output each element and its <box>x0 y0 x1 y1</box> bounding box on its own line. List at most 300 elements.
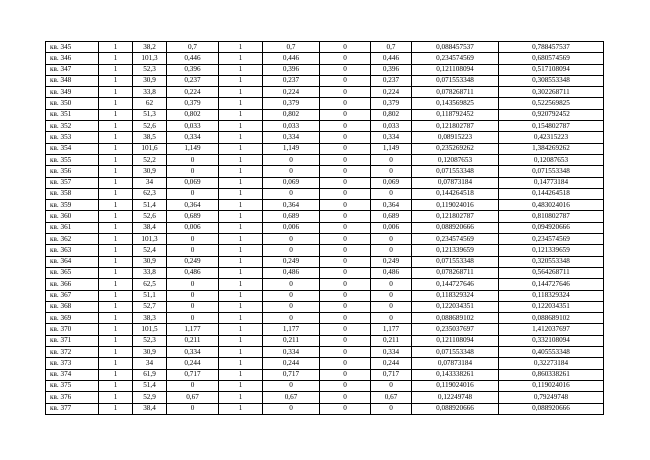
apartment-cell: кв. 369 <box>46 313 99 324</box>
share-cell: 0,121802787 <box>412 121 499 132</box>
area-cell: 30,9 <box>133 75 167 86</box>
factor-cell: 1 <box>219 290 263 301</box>
zero-cell: 0 <box>320 200 371 211</box>
share-cell: 0,088920666 <box>412 222 499 233</box>
table-row <box>46 188 604 199</box>
table-row <box>46 166 604 177</box>
share-cell: 0,088689102 <box>412 313 499 324</box>
table-row <box>46 267 604 278</box>
value-a-cell: 0 <box>167 166 219 177</box>
factor-cell: 1 <box>219 177 263 188</box>
count-cell: 1 <box>99 256 133 267</box>
value-b-cell: 0 <box>263 403 320 414</box>
factor-cell: 1 <box>219 53 263 64</box>
count-cell: 1 <box>99 121 133 132</box>
total-cell: 0,308553348 <box>499 75 604 86</box>
factor-cell: 1 <box>219 222 263 233</box>
factor-cell: 1 <box>219 347 263 358</box>
value-a-cell: 0,486 <box>167 267 219 278</box>
apartment-cell: кв. 375 <box>46 380 99 391</box>
area-cell: 101,3 <box>133 234 167 245</box>
table-row <box>46 154 604 165</box>
value-b-cell: 0,224 <box>263 87 320 98</box>
area-cell: 38,2 <box>133 42 167 53</box>
value-a-cell: 0 <box>167 234 219 245</box>
value-c-cell: 0,486 <box>371 267 412 278</box>
factor-cell: 1 <box>219 109 263 120</box>
value-b-cell: 0,7 <box>263 42 320 53</box>
factor-cell: 1 <box>219 392 263 403</box>
zero-cell: 0 <box>320 53 371 64</box>
area-cell: 52,4 <box>133 245 167 256</box>
total-cell: 0,121339659 <box>499 245 604 256</box>
count-cell: 1 <box>99 380 133 391</box>
table-row <box>46 222 604 233</box>
total-cell: 0,564268711 <box>499 267 604 278</box>
apartment-cell: кв. 353 <box>46 132 99 143</box>
count-cell: 1 <box>99 313 133 324</box>
apartment-cell: кв. 350 <box>46 98 99 109</box>
zero-cell: 0 <box>320 132 371 143</box>
value-b-cell: 0,237 <box>263 75 320 86</box>
count-cell: 1 <box>99 154 133 165</box>
total-cell: 0,088920666 <box>499 403 604 414</box>
total-cell: 0,810802787 <box>499 211 604 222</box>
area-cell: 30,9 <box>133 256 167 267</box>
value-b-cell: 0,446 <box>263 53 320 64</box>
share-cell: 0,122034351 <box>412 301 499 312</box>
share-cell: 0,235269262 <box>412 143 499 154</box>
share-cell: 0,088920666 <box>412 403 499 414</box>
zero-cell: 0 <box>320 154 371 165</box>
area-cell: 101,3 <box>133 53 167 64</box>
share-cell: 0,088457537 <box>412 42 499 53</box>
area-cell: 52,3 <box>133 335 167 346</box>
value-a-cell: 0 <box>167 403 219 414</box>
value-a-cell: 0,717 <box>167 369 219 380</box>
area-cell: 62,5 <box>133 279 167 290</box>
table-row <box>46 177 604 188</box>
value-c-cell: 0 <box>371 301 412 312</box>
factor-cell: 1 <box>219 279 263 290</box>
zero-cell: 0 <box>320 290 371 301</box>
area-cell: 52,2 <box>133 154 167 165</box>
value-b-cell: 0,364 <box>263 200 320 211</box>
area-cell: 38,4 <box>133 222 167 233</box>
count-cell: 1 <box>99 166 133 177</box>
value-a-cell: 0 <box>167 279 219 290</box>
value-c-cell: 0,717 <box>371 369 412 380</box>
count-cell: 1 <box>99 234 133 245</box>
table-row <box>46 403 604 414</box>
apartment-cell: кв. 359 <box>46 200 99 211</box>
factor-cell: 1 <box>219 380 263 391</box>
apartment-cell: кв. 360 <box>46 211 99 222</box>
value-c-cell: 0,244 <box>371 358 412 369</box>
share-cell: 0,119024016 <box>412 380 499 391</box>
count-cell: 1 <box>99 132 133 143</box>
zero-cell: 0 <box>320 347 371 358</box>
share-cell: 0,121802787 <box>412 211 499 222</box>
factor-cell: 1 <box>219 200 263 211</box>
total-cell: 0,118329324 <box>499 290 604 301</box>
apartment-cell: кв. 351 <box>46 109 99 120</box>
share-cell: 0,12249748 <box>412 392 499 403</box>
apartment-cell: кв. 374 <box>46 369 99 380</box>
factor-cell: 1 <box>219 87 263 98</box>
table-row <box>46 109 604 120</box>
table-body <box>46 42 604 415</box>
table-row <box>46 200 604 211</box>
apartment-cell: кв. 363 <box>46 245 99 256</box>
value-b-cell: 0 <box>263 380 320 391</box>
zero-cell: 0 <box>320 121 371 132</box>
value-c-cell: 0 <box>371 166 412 177</box>
area-cell: 51,4 <box>133 380 167 391</box>
zero-cell: 0 <box>320 98 371 109</box>
share-cell: 0,078268711 <box>412 87 499 98</box>
count-cell: 1 <box>99 403 133 414</box>
apartment-cell: кв. 367 <box>46 290 99 301</box>
value-b-cell: 0,211 <box>263 335 320 346</box>
value-b-cell: 0,334 <box>263 347 320 358</box>
table-row <box>46 64 604 75</box>
apartment-cell: кв. 352 <box>46 121 99 132</box>
value-c-cell: 0 <box>371 290 412 301</box>
factor-cell: 1 <box>219 335 263 346</box>
table-row <box>46 347 604 358</box>
total-cell: 0,119024016 <box>499 380 604 391</box>
apartment-cell: кв. 376 <box>46 392 99 403</box>
area-cell: 52,3 <box>133 64 167 75</box>
value-a-cell: 0,249 <box>167 256 219 267</box>
area-cell: 34 <box>133 177 167 188</box>
share-cell: 0,08915223 <box>412 132 499 143</box>
factor-cell: 1 <box>219 121 263 132</box>
value-a-cell: 0 <box>167 154 219 165</box>
value-a-cell: 0,364 <box>167 200 219 211</box>
table-row <box>46 143 604 154</box>
factor-cell: 1 <box>219 154 263 165</box>
value-a-cell: 0,069 <box>167 177 219 188</box>
total-cell: 0,517108094 <box>499 64 604 75</box>
area-cell: 38,3 <box>133 313 167 324</box>
count-cell: 1 <box>99 87 133 98</box>
apartment-cell: кв. 358 <box>46 188 99 199</box>
total-cell: 0,122034351 <box>499 301 604 312</box>
zero-cell: 0 <box>320 64 371 75</box>
count-cell: 1 <box>99 347 133 358</box>
zero-cell: 0 <box>320 245 371 256</box>
value-c-cell: 0,033 <box>371 121 412 132</box>
total-cell: 0,14773184 <box>499 177 604 188</box>
value-b-cell: 0,244 <box>263 358 320 369</box>
value-c-cell: 0,249 <box>371 256 412 267</box>
share-cell: 0,234574569 <box>412 53 499 64</box>
value-b-cell: 0,379 <box>263 98 320 109</box>
value-c-cell: 0 <box>371 188 412 199</box>
value-b-cell: 0,006 <box>263 222 320 233</box>
table-row <box>46 87 604 98</box>
value-b-cell: 0 <box>263 166 320 177</box>
count-cell: 1 <box>99 245 133 256</box>
apartment-cell: кв. 368 <box>46 301 99 312</box>
count-cell: 1 <box>99 279 133 290</box>
area-cell: 62 <box>133 98 167 109</box>
value-c-cell: 0,224 <box>371 87 412 98</box>
area-cell: 101,5 <box>133 324 167 335</box>
count-cell: 1 <box>99 211 133 222</box>
value-b-cell: 0 <box>263 154 320 165</box>
count-cell: 1 <box>99 42 133 53</box>
share-cell: 0,144264518 <box>412 188 499 199</box>
total-cell: 0,12087653 <box>499 154 604 165</box>
factor-cell: 1 <box>219 234 263 245</box>
value-c-cell: 0,802 <box>371 109 412 120</box>
area-cell: 38,4 <box>133 403 167 414</box>
factor-cell: 1 <box>219 166 263 177</box>
value-a-cell: 1,149 <box>167 143 219 154</box>
value-b-cell: 0,486 <box>263 267 320 278</box>
table-row <box>46 369 604 380</box>
zero-cell: 0 <box>320 256 371 267</box>
apartment-cell: кв. 370 <box>46 324 99 335</box>
share-cell: 0,12087653 <box>412 154 499 165</box>
value-c-cell: 0,211 <box>371 335 412 346</box>
value-c-cell: 1,149 <box>371 143 412 154</box>
table-row <box>46 301 604 312</box>
value-c-cell: 0 <box>371 279 412 290</box>
apartment-cell: кв. 346 <box>46 53 99 64</box>
apartment-cell: кв. 355 <box>46 154 99 165</box>
factor-cell: 1 <box>219 64 263 75</box>
zero-cell: 0 <box>320 313 371 324</box>
apartment-cell: кв. 373 <box>46 358 99 369</box>
apartment-cell: кв. 364 <box>46 256 99 267</box>
factor-cell: 1 <box>219 132 263 143</box>
area-cell: 52,7 <box>133 301 167 312</box>
zero-cell: 0 <box>320 143 371 154</box>
value-b-cell: 0,717 <box>263 369 320 380</box>
total-cell: 0,405553348 <box>499 347 604 358</box>
share-cell: 0,143338261 <box>412 369 499 380</box>
apartment-cell: кв. 366 <box>46 279 99 290</box>
table-row <box>46 324 604 335</box>
zero-cell: 0 <box>320 301 371 312</box>
share-cell: 0,118329324 <box>412 290 499 301</box>
total-cell: 0,320553348 <box>499 256 604 267</box>
total-cell: 0,071553348 <box>499 166 604 177</box>
value-c-cell: 0,069 <box>371 177 412 188</box>
area-cell: 52,6 <box>133 121 167 132</box>
area-cell: 52,9 <box>133 392 167 403</box>
area-cell: 62,3 <box>133 188 167 199</box>
table-row <box>46 75 604 86</box>
value-a-cell: 0,379 <box>167 98 219 109</box>
apartment-cell: кв. 377 <box>46 403 99 414</box>
apartment-cell: кв. 345 <box>46 42 99 53</box>
table-row <box>46 53 604 64</box>
value-c-cell: 0,7 <box>371 42 412 53</box>
value-b-cell: 0 <box>263 188 320 199</box>
value-b-cell: 0 <box>263 234 320 245</box>
zero-cell: 0 <box>320 42 371 53</box>
value-c-cell: 0 <box>371 313 412 324</box>
area-cell: 38,5 <box>133 132 167 143</box>
table-row <box>46 256 604 267</box>
count-cell: 1 <box>99 301 133 312</box>
area-cell: 51,1 <box>133 290 167 301</box>
total-cell: 0,144727646 <box>499 279 604 290</box>
area-cell: 52,6 <box>133 211 167 222</box>
share-cell: 0,118792452 <box>412 109 499 120</box>
area-cell: 51,4 <box>133 200 167 211</box>
count-cell: 1 <box>99 64 133 75</box>
value-a-cell: 0,224 <box>167 87 219 98</box>
area-cell: 34 <box>133 358 167 369</box>
share-cell: 0,071553348 <box>412 166 499 177</box>
value-c-cell: 0,364 <box>371 200 412 211</box>
apartment-cell: кв. 347 <box>46 64 99 75</box>
value-c-cell: 0 <box>371 234 412 245</box>
apartment-cell: кв. 365 <box>46 267 99 278</box>
zero-cell: 0 <box>320 380 371 391</box>
share-cell: 0,121108094 <box>412 64 499 75</box>
value-c-cell: 0,006 <box>371 222 412 233</box>
count-cell: 1 <box>99 290 133 301</box>
factor-cell: 1 <box>219 75 263 86</box>
factor-cell: 1 <box>219 42 263 53</box>
count-cell: 1 <box>99 188 133 199</box>
table-row <box>46 98 604 109</box>
table-row <box>46 380 604 391</box>
table-row <box>46 313 604 324</box>
table-row <box>46 279 604 290</box>
total-cell: 0,154802787 <box>499 121 604 132</box>
area-cell: 30,9 <box>133 347 167 358</box>
table-row <box>46 211 604 222</box>
share-cell: 0,143569825 <box>412 98 499 109</box>
value-c-cell: 0,689 <box>371 211 412 222</box>
zero-cell: 0 <box>320 177 371 188</box>
total-cell: 1,384269262 <box>499 143 604 154</box>
zero-cell: 0 <box>320 324 371 335</box>
count-cell: 1 <box>99 75 133 86</box>
share-cell: 0,144727646 <box>412 279 499 290</box>
factor-cell: 1 <box>219 358 263 369</box>
area-cell: 33,8 <box>133 267 167 278</box>
table-row <box>46 335 604 346</box>
factor-cell: 1 <box>219 245 263 256</box>
apartment-data-table <box>45 41 604 415</box>
apartment-cell: кв. 362 <box>46 234 99 245</box>
zero-cell: 0 <box>320 87 371 98</box>
count-cell: 1 <box>99 369 133 380</box>
table-row <box>46 290 604 301</box>
apartment-cell: кв. 354 <box>46 143 99 154</box>
value-b-cell: 0,334 <box>263 132 320 143</box>
value-a-cell: 1,177 <box>167 324 219 335</box>
value-c-cell: 0,446 <box>371 53 412 64</box>
value-c-cell: 0,396 <box>371 64 412 75</box>
value-a-cell: 0 <box>167 301 219 312</box>
factor-cell: 1 <box>219 369 263 380</box>
apartment-cell: кв. 361 <box>46 222 99 233</box>
factor-cell: 1 <box>219 403 263 414</box>
count-cell: 1 <box>99 53 133 64</box>
value-a-cell: 0,237 <box>167 75 219 86</box>
value-b-cell: 0 <box>263 313 320 324</box>
value-b-cell: 0,67 <box>263 392 320 403</box>
count-cell: 1 <box>99 177 133 188</box>
factor-cell: 1 <box>219 313 263 324</box>
table-row <box>46 42 604 53</box>
value-b-cell: 0,802 <box>263 109 320 120</box>
table-row <box>46 121 604 132</box>
table-row <box>46 234 604 245</box>
value-c-cell: 1,177 <box>371 324 412 335</box>
share-cell: 0,121339659 <box>412 245 499 256</box>
count-cell: 1 <box>99 98 133 109</box>
value-c-cell: 0,334 <box>371 132 412 143</box>
zero-cell: 0 <box>320 335 371 346</box>
zero-cell: 0 <box>320 369 371 380</box>
zero-cell: 0 <box>320 109 371 120</box>
factor-cell: 1 <box>219 188 263 199</box>
zero-cell: 0 <box>320 392 371 403</box>
total-cell: 0,088689102 <box>499 313 604 324</box>
area-cell: 101,6 <box>133 143 167 154</box>
total-cell: 0,680574569 <box>499 53 604 64</box>
value-b-cell: 0,069 <box>263 177 320 188</box>
total-cell: 0,522569825 <box>499 98 604 109</box>
total-cell: 0,788457537 <box>499 42 604 53</box>
factor-cell: 1 <box>219 256 263 267</box>
total-cell: 0,79249748 <box>499 392 604 403</box>
value-c-cell: 0,379 <box>371 98 412 109</box>
value-c-cell: 0 <box>371 403 412 414</box>
zero-cell: 0 <box>320 267 371 278</box>
zero-cell: 0 <box>320 403 371 414</box>
count-cell: 1 <box>99 392 133 403</box>
value-c-cell: 0 <box>371 245 412 256</box>
apartment-cell: кв. 349 <box>46 87 99 98</box>
value-b-cell: 0,689 <box>263 211 320 222</box>
value-b-cell: 0 <box>263 301 320 312</box>
value-a-cell: 0,334 <box>167 347 219 358</box>
value-c-cell: 0,237 <box>371 75 412 86</box>
factor-cell: 1 <box>219 267 263 278</box>
area-cell: 33,8 <box>133 87 167 98</box>
value-b-cell: 0 <box>263 290 320 301</box>
share-cell: 0,235037697 <box>412 324 499 335</box>
apartment-cell: кв. 371 <box>46 335 99 346</box>
total-cell: 0,483024016 <box>499 200 604 211</box>
area-cell: 30,9 <box>133 166 167 177</box>
apartment-cell: кв. 348 <box>46 75 99 86</box>
table-row <box>46 132 604 143</box>
zero-cell: 0 <box>320 211 371 222</box>
value-c-cell: 0 <box>371 380 412 391</box>
value-a-cell: 0,006 <box>167 222 219 233</box>
apartment-cell: кв. 356 <box>46 166 99 177</box>
zero-cell: 0 <box>320 188 371 199</box>
value-a-cell: 0,446 <box>167 53 219 64</box>
value-a-cell: 0 <box>167 188 219 199</box>
table-row <box>46 392 604 403</box>
share-cell: 0,071553348 <box>412 256 499 267</box>
zero-cell: 0 <box>320 279 371 290</box>
